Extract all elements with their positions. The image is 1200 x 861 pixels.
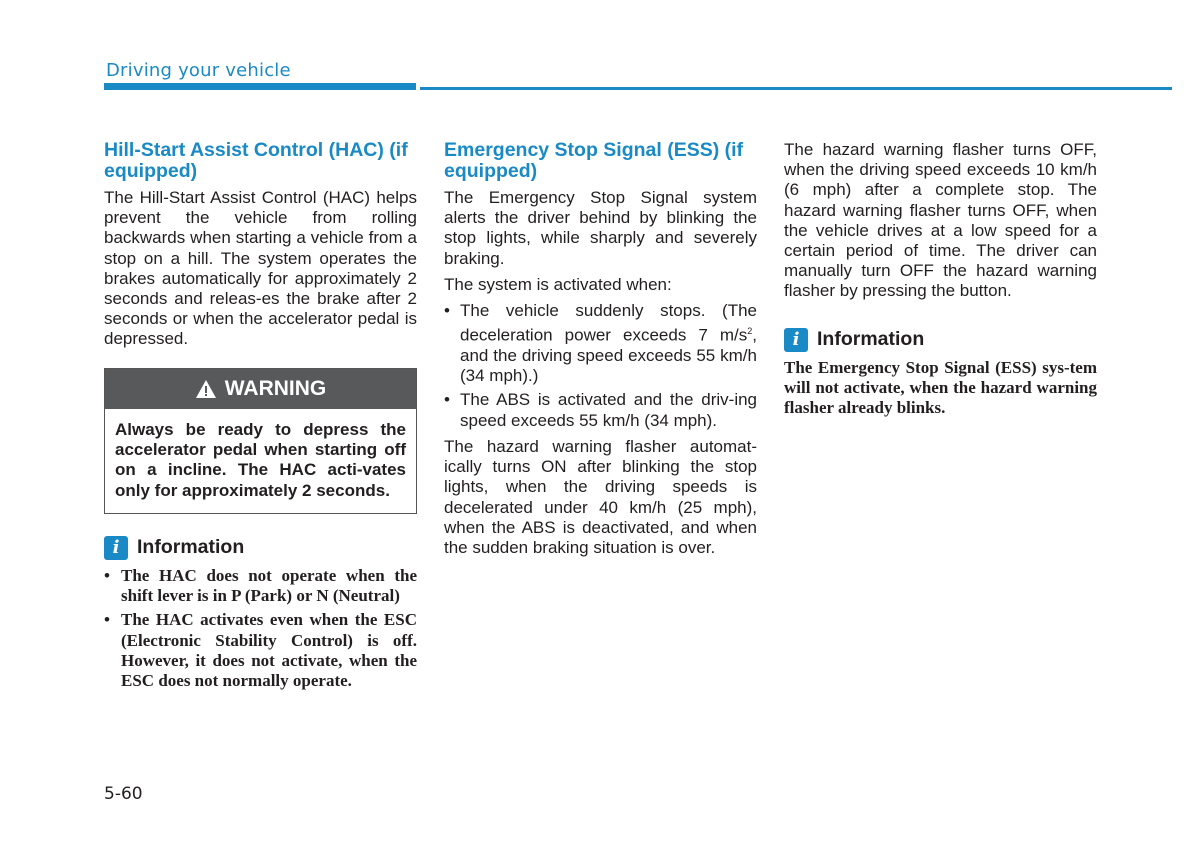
ess-intro: The Emergency Stop Signal system alerts the driver behind by blinking the stop lights, while sharply and severely braking. — [444, 188, 757, 268]
ess-heading: Emergency Stop Signal (ESS) (if equipped) — [444, 139, 744, 182]
header-rule-thin — [420, 87, 1172, 90]
ess-closing: The hazard warning flasher automat-ically turns ON after blinking the stop lights, when the driving speeds is decelerated under 40 km/h (25 mph), when the ABS is deactivated, and when the sudden braking situation is over. — [444, 436, 757, 557]
column-hac — [104, 140, 417, 696]
ess-information-text: The Emergency Stop Signal (ESS) sys-tem will not activate, when the hazard warning flasher already blinks. — [784, 357, 1097, 418]
ess-activated-when: The system is activated when: — [444, 274, 672, 294]
hac-heading: Hill-Start Assist Control (HAC) (if equipped) — [104, 139, 408, 182]
header-rule-thick — [104, 83, 416, 90]
column-ess — [444, 140, 757, 564]
hac-information-list — [104, 566, 417, 692]
hazard-flasher-text: The hazard warning flasher turns OFF, when the driving speed exceeds 10 km/h (6 mph) after a complete stop. The hazard warning flasher turns OFF, when the vehicle drives at a low speed for a certain period of time. The driver can manually turn OFF the hazard warning flasher by pressing the button. — [784, 140, 1097, 301]
warning-text: Always be ready to depress the accelerator pedal when starting off on a incline. The HAC acti-vates only for approximately 2 seconds. — [115, 419, 406, 500]
warning-triangle-icon — [195, 379, 217, 399]
hac-description: The Hill-Start Assist Control (HAC) helps prevent the vehicle from rolling backwards when starting a vehicle from a stop on a hill. The system operates the brakes automatically for approximately 2 seconds and releas-es the brake after 2 seconds or when the accelerator pedal is depressed. — [104, 188, 417, 349]
warning-header — [105, 369, 416, 409]
list-item: • The ABS is activated and the driv-ing speed exceeds 55 km/h (34 mph). — [444, 390, 757, 430]
superscript-two: 2 — [747, 326, 753, 337]
condition-text: The vehicle suddenly stops. (The deceleration power exceeds 7 m/s — [460, 301, 757, 345]
ess-information-header — [784, 328, 1097, 352]
list-item: • The HAC activates even when the ESC (Electronic Stability Control) is off. However, it does not activate, when the ESC does not normally operate. — [104, 610, 417, 691]
page-number: 5-60 — [104, 784, 143, 804]
warning-title: WARNING — [224, 376, 327, 400]
information-title: Information — [817, 328, 925, 351]
list-item: • The HAC does not operate when the shift lever is in P (Park) or N (Neutral) — [104, 566, 417, 607]
warning-box — [104, 368, 417, 514]
info-icon: i — [104, 536, 128, 560]
ess-conditions-list — [444, 301, 757, 431]
info-icon: i — [784, 328, 808, 352]
list-item — [444, 301, 757, 386]
condition-tail: , and the driving speed exceeds 55 km/h (34 mph).) — [460, 325, 757, 386]
hac-information-header — [104, 536, 417, 560]
information-title: Information — [137, 536, 245, 559]
column-ess-continued — [784, 140, 1097, 419]
section-title: Driving your vehicle — [106, 60, 291, 81]
